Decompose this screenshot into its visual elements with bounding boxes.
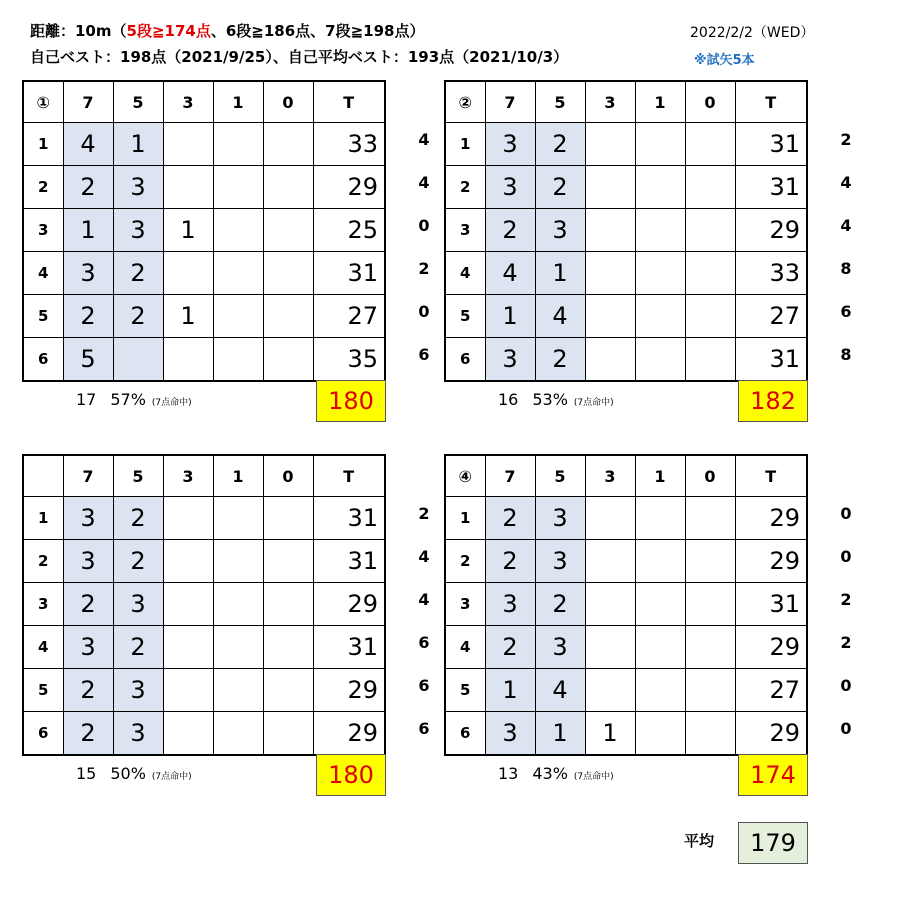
- hit-count-cell: [635, 626, 685, 669]
- personal-best-line: 自己ベスト：198点（2021/9/25）、自己平均ベスト：193点（2021/10/3）: [30, 48, 569, 66]
- column-header: 0: [685, 81, 735, 123]
- hit-count-cell: 5: [63, 338, 113, 382]
- side-tally: 2: [840, 633, 852, 652]
- round-total: 29: [313, 583, 385, 626]
- column-header: 3: [163, 81, 213, 123]
- hit-count-cell: [635, 166, 685, 209]
- hit-count-cell: [263, 252, 313, 295]
- side-tally: 4: [418, 590, 430, 609]
- round-number: 6: [23, 712, 63, 756]
- round-total: 35: [313, 338, 385, 382]
- distance-prefix: 距離：10m（: [30, 22, 127, 40]
- hit-count-cell: [163, 497, 213, 540]
- round-number: 3: [445, 583, 485, 626]
- hit-count-cell: 2: [485, 497, 535, 540]
- round-total: 29: [313, 166, 385, 209]
- hit-count-cell: 2: [63, 295, 113, 338]
- side-tally: 2: [840, 130, 852, 149]
- round-total: 31: [313, 252, 385, 295]
- hit-count-cell: 1: [535, 712, 585, 756]
- side-tally: 0: [840, 504, 852, 523]
- table-row: [445, 540, 807, 583]
- hit-count-cell: [635, 252, 685, 295]
- round-number: 6: [445, 712, 485, 756]
- hit-count-cell: 2: [63, 583, 113, 626]
- hit-count-cell: [163, 540, 213, 583]
- hit-count-cell: [635, 497, 685, 540]
- score-table-1: [22, 80, 386, 382]
- round-number: 2: [23, 540, 63, 583]
- table-row: [23, 338, 385, 382]
- session-number: ①: [23, 81, 63, 123]
- hit-count-cell: 3: [485, 123, 535, 166]
- round-number: 2: [23, 166, 63, 209]
- hit-count-cell: [213, 209, 263, 252]
- column-header: 1: [635, 455, 685, 497]
- hit-count-cell: 3: [113, 712, 163, 756]
- side-tally: 0: [418, 302, 430, 321]
- session-number: ②: [445, 81, 485, 123]
- hit-count-cell: 3: [63, 252, 113, 295]
- column-header: 0: [685, 455, 735, 497]
- session-total-box: 182: [738, 380, 808, 422]
- seven-point-percent: 43%: [532, 764, 568, 783]
- hit-count-cell: [585, 252, 635, 295]
- hit-count-cell: [263, 626, 313, 669]
- round-total: 29: [313, 669, 385, 712]
- seven-point-stats: [498, 390, 614, 409]
- hit-count-cell: [585, 540, 635, 583]
- hit-count-cell: [635, 209, 685, 252]
- hit-count-cell: 3: [113, 583, 163, 626]
- hit-count-cell: 1: [485, 669, 535, 712]
- column-header: 7: [63, 81, 113, 123]
- distance-suffix: 、6段≧186点、7段≧198点）: [210, 22, 425, 40]
- hit-count-cell: 2: [63, 166, 113, 209]
- round-total: 25: [313, 209, 385, 252]
- qualification-5dan: 5段≧174点: [126, 22, 211, 40]
- round-number: 5: [445, 669, 485, 712]
- hit-count-cell: [213, 252, 263, 295]
- hit-count-cell: [685, 209, 735, 252]
- session-total-box: 180: [316, 380, 386, 422]
- side-tally: 4: [418, 173, 430, 192]
- round-number: 3: [445, 209, 485, 252]
- round-total: 33: [313, 123, 385, 166]
- hit-count-cell: 2: [485, 540, 535, 583]
- side-tally: 2: [418, 259, 430, 278]
- session-total-box: 174: [738, 754, 808, 796]
- column-header: 3: [163, 455, 213, 497]
- round-number: 5: [23, 669, 63, 712]
- column-header: 0: [263, 455, 313, 497]
- hit-count-cell: 2: [535, 338, 585, 382]
- hit-count-cell: [263, 669, 313, 712]
- table-row: [445, 295, 807, 338]
- round-number: 2: [445, 540, 485, 583]
- table-row: [445, 626, 807, 669]
- hit-count-cell: [585, 626, 635, 669]
- table-row: [23, 669, 385, 712]
- column-header: 3: [585, 81, 635, 123]
- round-number: 2: [445, 166, 485, 209]
- column-header: 5: [113, 455, 163, 497]
- hit-count-cell: 4: [535, 295, 585, 338]
- seven-point-percent: 53%: [532, 390, 568, 409]
- column-header: 3: [585, 455, 635, 497]
- side-tally: 8: [840, 345, 852, 364]
- round-total: 31: [735, 338, 807, 382]
- hit-count-cell: 1: [163, 209, 213, 252]
- hit-count-cell: 3: [535, 626, 585, 669]
- side-tally: 4: [840, 173, 852, 192]
- table-row: [445, 712, 807, 756]
- column-header: T: [735, 81, 807, 123]
- side-tally: 6: [840, 302, 852, 321]
- hit-count-cell: 2: [485, 209, 535, 252]
- column-header: 7: [63, 455, 113, 497]
- hit-count-cell: [163, 252, 213, 295]
- hit-count-cell: [685, 540, 735, 583]
- round-number: 1: [23, 497, 63, 540]
- hit-count-cell: [635, 338, 685, 382]
- seven-point-percent: 50%: [110, 764, 146, 783]
- table-row: [23, 540, 385, 583]
- hit-count-cell: [263, 123, 313, 166]
- table-row: [23, 252, 385, 295]
- hit-count-cell: [163, 338, 213, 382]
- hit-count-cell: [635, 123, 685, 166]
- hit-count-cell: 2: [535, 166, 585, 209]
- hit-count-cell: 4: [485, 252, 535, 295]
- session-number: [23, 455, 63, 497]
- hit-count-cell: 2: [535, 583, 585, 626]
- side-tally: 0: [840, 719, 852, 738]
- round-total: 31: [313, 626, 385, 669]
- hit-count-cell: [585, 295, 635, 338]
- hit-count-cell: [213, 712, 263, 756]
- seven-point-note: (7点命中): [151, 398, 192, 408]
- round-number: 3: [23, 209, 63, 252]
- round-total: 31: [735, 166, 807, 209]
- hit-count-cell: [213, 626, 263, 669]
- side-tally: 2: [418, 504, 430, 523]
- hit-count-cell: [685, 123, 735, 166]
- round-number: 4: [23, 252, 63, 295]
- side-tally: 6: [418, 676, 430, 695]
- hit-count-cell: 3: [485, 338, 535, 382]
- column-header: 5: [113, 81, 163, 123]
- table-header-row: [445, 455, 807, 497]
- table-row: [445, 209, 807, 252]
- column-header: 7: [485, 81, 535, 123]
- practice-arrows-note: ※試矢5本: [694, 53, 755, 68]
- round-total: 29: [313, 712, 385, 756]
- side-tally: 6: [418, 345, 430, 364]
- score-table-3: [22, 454, 386, 756]
- side-tally: 0: [840, 676, 852, 695]
- side-tally: 8: [840, 259, 852, 278]
- seven-point-note: (7点命中): [573, 398, 614, 408]
- hit-count-cell: [263, 712, 313, 756]
- round-number: 4: [23, 626, 63, 669]
- hit-count-cell: [213, 497, 263, 540]
- side-tally: 0: [418, 216, 430, 235]
- hit-count-cell: [685, 166, 735, 209]
- hit-count-cell: 1: [63, 209, 113, 252]
- seven-point-hits: 15: [76, 764, 97, 783]
- hit-count-cell: [635, 669, 685, 712]
- hit-count-cell: 3: [113, 209, 163, 252]
- round-number: 6: [445, 338, 485, 382]
- column-header: 1: [635, 81, 685, 123]
- hit-count-cell: [685, 712, 735, 756]
- distance-line: [30, 20, 424, 41]
- column-header: T: [735, 455, 807, 497]
- round-number: 1: [23, 123, 63, 166]
- hit-count-cell: 2: [113, 540, 163, 583]
- hit-count-cell: [585, 583, 635, 626]
- hit-count-cell: [213, 295, 263, 338]
- hit-count-cell: [585, 209, 635, 252]
- round-total: 27: [735, 295, 807, 338]
- session-total-box: 180: [316, 754, 386, 796]
- hit-count-cell: 3: [113, 669, 163, 712]
- hit-count-cell: 2: [63, 669, 113, 712]
- round-total: 29: [735, 626, 807, 669]
- hit-count-cell: 2: [113, 626, 163, 669]
- hit-count-cell: [635, 295, 685, 338]
- hit-count-cell: [685, 252, 735, 295]
- hit-count-cell: 2: [113, 295, 163, 338]
- hit-count-cell: 2: [113, 497, 163, 540]
- seven-point-hits: 13: [498, 764, 519, 783]
- hit-count-cell: 3: [485, 712, 535, 756]
- hit-count-cell: [213, 123, 263, 166]
- average-score-box: 179: [738, 822, 808, 864]
- seven-point-stats: [76, 764, 192, 783]
- round-number: 6: [23, 338, 63, 382]
- hit-count-cell: 3: [63, 497, 113, 540]
- hit-count-cell: [263, 166, 313, 209]
- hit-count-cell: [263, 338, 313, 382]
- seven-point-note: (7点命中): [573, 772, 614, 782]
- round-total: 31: [735, 583, 807, 626]
- hit-count-cell: 3: [535, 209, 585, 252]
- hit-count-cell: [213, 338, 263, 382]
- hit-count-cell: [585, 123, 635, 166]
- round-total: 31: [313, 497, 385, 540]
- hit-count-cell: 3: [63, 540, 113, 583]
- hit-count-cell: 3: [535, 540, 585, 583]
- hit-count-cell: [263, 583, 313, 626]
- round-total: 33: [735, 252, 807, 295]
- hit-count-cell: [685, 626, 735, 669]
- table-row: [23, 626, 385, 669]
- seven-point-note: (7点命中): [151, 772, 192, 782]
- round-number: 1: [445, 497, 485, 540]
- hit-count-cell: [585, 338, 635, 382]
- round-total: 29: [735, 209, 807, 252]
- hit-count-cell: [585, 669, 635, 712]
- column-header: T: [313, 455, 385, 497]
- hit-count-cell: [213, 166, 263, 209]
- session-number: ④: [445, 455, 485, 497]
- table-row: [23, 583, 385, 626]
- hit-count-cell: 2: [485, 626, 535, 669]
- side-tally: 4: [418, 547, 430, 566]
- table-row: [445, 338, 807, 382]
- average-label: 平均: [684, 832, 715, 850]
- hit-count-cell: 3: [485, 166, 535, 209]
- table-row: [23, 497, 385, 540]
- table-header-row: [445, 81, 807, 123]
- round-total: 27: [313, 295, 385, 338]
- hit-count-cell: [685, 338, 735, 382]
- round-total: 27: [735, 669, 807, 712]
- seven-point-hits: 16: [498, 390, 519, 409]
- hit-count-cell: [263, 497, 313, 540]
- round-total: 29: [735, 712, 807, 756]
- table-row: [445, 252, 807, 295]
- hit-count-cell: 4: [63, 123, 113, 166]
- table-row: [23, 209, 385, 252]
- hit-count-cell: [635, 540, 685, 583]
- hit-count-cell: 4: [535, 669, 585, 712]
- side-tally: 0: [840, 547, 852, 566]
- hit-count-cell: [163, 712, 213, 756]
- hit-count-cell: [163, 123, 213, 166]
- side-tally: 4: [840, 216, 852, 235]
- hit-count-cell: [263, 209, 313, 252]
- hit-count-cell: [213, 669, 263, 712]
- round-number: 3: [23, 583, 63, 626]
- hit-count-cell: [685, 583, 735, 626]
- table-row: [445, 583, 807, 626]
- hit-count-cell: [113, 338, 163, 382]
- seven-point-stats: [76, 390, 192, 409]
- hit-count-cell: 1: [163, 295, 213, 338]
- seven-point-stats: [498, 764, 614, 783]
- hit-count-cell: [685, 497, 735, 540]
- table-header-row: [23, 81, 385, 123]
- table-row: [445, 497, 807, 540]
- round-total: 29: [735, 497, 807, 540]
- hit-count-cell: 3: [535, 497, 585, 540]
- round-number: 4: [445, 626, 485, 669]
- hit-count-cell: [163, 626, 213, 669]
- hit-count-cell: [635, 583, 685, 626]
- table-row: [445, 166, 807, 209]
- hit-count-cell: 2: [535, 123, 585, 166]
- hit-count-cell: [163, 166, 213, 209]
- hit-count-cell: 2: [113, 252, 163, 295]
- hit-count-cell: 1: [535, 252, 585, 295]
- side-tally: 2: [840, 590, 852, 609]
- hit-count-cell: [263, 540, 313, 583]
- side-tally: 6: [418, 633, 430, 652]
- seven-point-hits: 17: [76, 390, 97, 409]
- hit-count-cell: 2: [63, 712, 113, 756]
- table-header-row: [23, 455, 385, 497]
- hit-count-cell: 1: [113, 123, 163, 166]
- table-row: [23, 295, 385, 338]
- hit-count-cell: [263, 295, 313, 338]
- hit-count-cell: 3: [113, 166, 163, 209]
- hit-count-cell: [685, 295, 735, 338]
- side-tally: 4: [418, 130, 430, 149]
- seven-point-percent: 57%: [110, 390, 146, 409]
- round-total: 31: [313, 540, 385, 583]
- hit-count-cell: [213, 540, 263, 583]
- table-row: [23, 123, 385, 166]
- hit-count-cell: 1: [485, 295, 535, 338]
- column-header: T: [313, 81, 385, 123]
- hit-count-cell: 1: [585, 712, 635, 756]
- hit-count-cell: 3: [63, 626, 113, 669]
- hit-count-cell: [585, 166, 635, 209]
- round-number: 4: [445, 252, 485, 295]
- hit-count-cell: [163, 583, 213, 626]
- round-number: 5: [445, 295, 485, 338]
- round-total: 29: [735, 540, 807, 583]
- table-row: [445, 669, 807, 712]
- column-header: 5: [535, 81, 585, 123]
- date-label: 2022/2/2（WED）: [690, 25, 815, 41]
- column-header: 0: [263, 81, 313, 123]
- score-table-4: [444, 454, 808, 756]
- round-number: 1: [445, 123, 485, 166]
- round-number: 5: [23, 295, 63, 338]
- hit-count-cell: [635, 712, 685, 756]
- hit-count-cell: [585, 497, 635, 540]
- column-header: 1: [213, 455, 263, 497]
- hit-count-cell: [213, 583, 263, 626]
- table-row: [445, 123, 807, 166]
- table-row: [23, 712, 385, 756]
- hit-count-cell: 3: [485, 583, 535, 626]
- side-tally: 6: [418, 719, 430, 738]
- hit-count-cell: [163, 669, 213, 712]
- column-header: 1: [213, 81, 263, 123]
- hit-count-cell: [685, 669, 735, 712]
- table-row: [23, 166, 385, 209]
- column-header: 7: [485, 455, 535, 497]
- score-table-2: [444, 80, 808, 382]
- column-header: 5: [535, 455, 585, 497]
- round-total: 31: [735, 123, 807, 166]
